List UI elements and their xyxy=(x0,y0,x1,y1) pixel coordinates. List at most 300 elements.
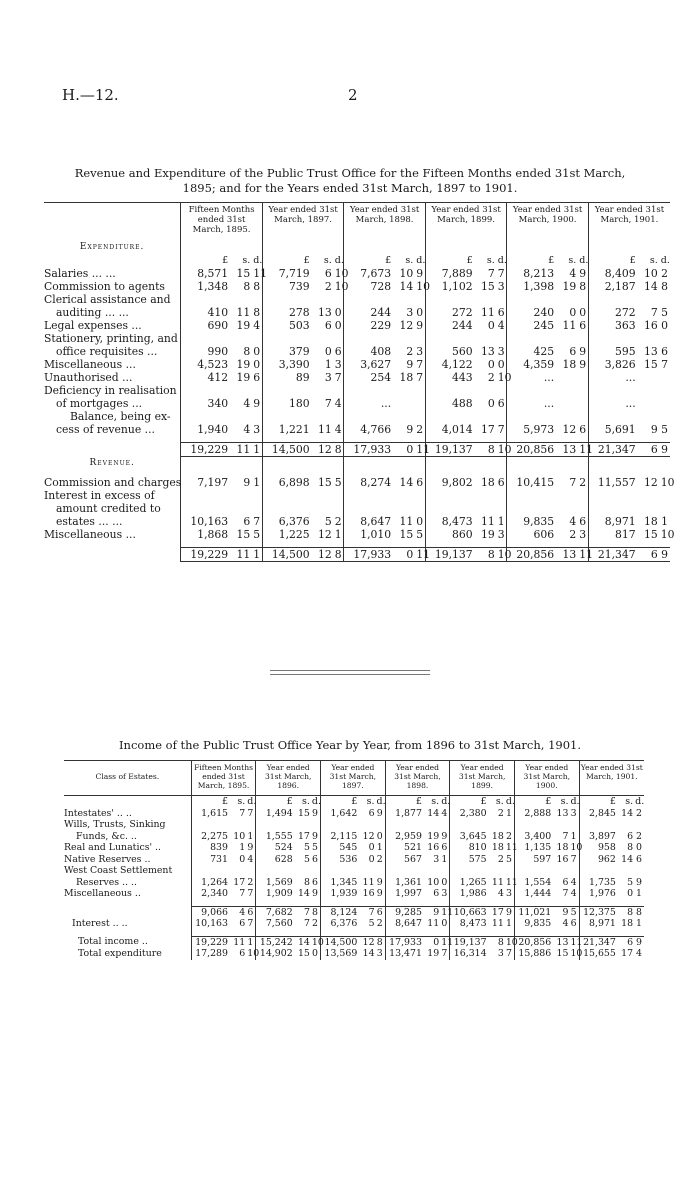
table1-title xyxy=(30,166,670,196)
empty-cell xyxy=(557,241,579,254)
amount-shillings: 12 xyxy=(362,830,375,842)
total-income-row xyxy=(64,936,644,948)
amount-pence: 4 xyxy=(497,319,505,332)
amount-shillings xyxy=(359,865,376,877)
amount-shillings: 0 xyxy=(487,397,495,410)
amount-shillings xyxy=(476,332,498,345)
amount-pounds: 7,197 xyxy=(181,476,231,489)
row-label: Real and Lunatics' .. xyxy=(64,842,162,853)
row-label: Unauthorised ... xyxy=(44,371,133,384)
amount-pence: 6 xyxy=(579,423,587,436)
column-header: Fifteen Months ended 31st March, 1895. xyxy=(181,203,263,242)
amount-shillings: 3 xyxy=(324,371,332,384)
amount-shillings: 5 xyxy=(303,842,310,853)
amount-pence xyxy=(498,502,507,515)
amount-shillings: 7 xyxy=(569,476,577,489)
amount-pounds xyxy=(450,865,489,877)
amount-pounds: 5,973 xyxy=(507,423,557,436)
amount-pounds: 1,225 xyxy=(262,528,312,541)
amount-pounds: 13,471 xyxy=(385,948,424,960)
amount-shillings: 15 xyxy=(556,948,569,959)
amount-pounds: 1,348 xyxy=(181,280,231,293)
table-row xyxy=(44,371,670,384)
amount-pounds: 19,137 xyxy=(450,936,489,948)
amount-pounds xyxy=(588,410,638,423)
section-heading: Revenue. xyxy=(89,457,135,468)
column-header: Year ended 31st March, 1897. xyxy=(262,203,344,242)
amount-shillings xyxy=(557,332,579,345)
amount-pounds: 240 xyxy=(507,306,557,319)
amount-shillings: 10 xyxy=(233,830,246,842)
amount-pence xyxy=(498,410,507,423)
amount-pounds xyxy=(344,489,394,502)
amount-pence xyxy=(506,865,515,877)
amount-pounds: 1,398 xyxy=(507,280,557,293)
amount-pounds xyxy=(344,410,394,423)
revenue-total-row xyxy=(44,548,670,562)
amount-pounds: 244 xyxy=(425,319,475,332)
amount-pence xyxy=(416,502,425,515)
amount-pounds: 410 xyxy=(181,306,231,319)
column-header-label xyxy=(44,203,181,242)
row-label: Funds, &c. .. xyxy=(76,830,137,842)
amount-shillings: 12 xyxy=(644,476,658,489)
amount-pence: 10 xyxy=(334,267,349,280)
amount-pounds xyxy=(588,293,638,306)
amount-shillings: 14 xyxy=(644,280,658,293)
unit-label: £ xyxy=(344,254,394,267)
amount-shillings xyxy=(553,819,570,831)
amount-pence xyxy=(579,384,588,397)
amount-pence: 5 xyxy=(334,476,342,489)
amount-pence: 7 xyxy=(416,371,424,384)
amount-pounds: 990 xyxy=(181,345,231,358)
amount-pence: 9 xyxy=(661,443,668,456)
table-row xyxy=(64,877,644,889)
amount-pence: 1 xyxy=(253,476,261,489)
amount-shillings: 0 xyxy=(324,345,332,358)
amount-shillings xyxy=(476,293,498,306)
amount-pounds: ... xyxy=(507,371,557,384)
amount-pounds: 10,415 xyxy=(507,476,557,489)
amount-shillings: 0 xyxy=(569,306,577,319)
table1-title-line2: 1895; and for the Years ended 31st March, 1897 to 1901. xyxy=(182,181,518,195)
amount-pence: 10 xyxy=(497,443,512,456)
amount-shillings xyxy=(639,410,661,423)
table2-title: Income of the Public Trust Office Year by Year, from 1896 to 31st March, 1901. xyxy=(119,738,581,752)
row-label xyxy=(64,906,191,918)
amount-pence: 8 xyxy=(253,306,261,319)
amount-pounds xyxy=(425,410,475,423)
amount-pounds: 3,645 xyxy=(450,831,489,843)
unit-label: d. xyxy=(570,796,580,807)
section-heading-row xyxy=(44,241,670,254)
empty-cell xyxy=(231,457,253,471)
amount-pence: 7 xyxy=(247,888,254,899)
amount-shillings xyxy=(424,819,441,831)
amount-shillings: 4 xyxy=(497,888,504,899)
amount-shillings: 6 xyxy=(569,345,577,358)
amount-pounds: 2,115 xyxy=(321,831,360,843)
amount-pence: 4 xyxy=(334,397,342,410)
amount-shillings: 10 xyxy=(644,267,658,280)
amount-shillings xyxy=(618,865,635,877)
amount-shillings: 5 xyxy=(368,918,375,929)
table-row xyxy=(44,319,670,332)
empty-cell xyxy=(313,457,335,471)
amount-shillings: 12 xyxy=(562,423,577,436)
amount-pence xyxy=(635,865,644,877)
amount-shillings: 6 xyxy=(433,888,440,899)
row-label: Salaries ... ... xyxy=(44,267,116,280)
row-label: of mortgages ... xyxy=(56,397,143,410)
amount-pence xyxy=(377,865,386,877)
amount-shillings: 14 xyxy=(295,936,312,948)
amount-pounds: 739 xyxy=(262,280,312,293)
amount-pence xyxy=(661,410,670,423)
empty-cell xyxy=(498,457,507,471)
amount-pounds: 89 xyxy=(262,371,312,384)
amount-pence: 6 xyxy=(312,853,319,865)
amount-pence: 0 xyxy=(376,830,383,842)
table-row xyxy=(64,865,644,877)
empty-cell xyxy=(476,241,498,254)
amount-pounds xyxy=(344,502,394,515)
amount-pence xyxy=(579,397,588,410)
unit-label: £ xyxy=(425,254,475,267)
amount-pounds: 728 xyxy=(344,280,394,293)
amount-pence xyxy=(247,819,256,831)
amount-pounds xyxy=(344,384,394,397)
amount-pounds: 9,802 xyxy=(425,476,475,489)
unit-label: s. xyxy=(431,796,440,807)
amount-pounds: 595 xyxy=(588,345,638,358)
amount-shillings xyxy=(639,489,661,502)
amount-shillings xyxy=(424,865,441,877)
amount-pence: 8 xyxy=(579,280,587,293)
amount-shillings: 13 xyxy=(556,807,569,819)
unit-label: d. xyxy=(334,255,344,266)
amount-pence xyxy=(579,502,588,515)
amount-pence: 2 xyxy=(334,515,342,528)
amount-pence xyxy=(416,384,425,397)
amount-shillings: 4 xyxy=(230,906,247,918)
amount-pence xyxy=(416,489,425,502)
amount-shillings: 7 xyxy=(303,918,310,929)
column-header-label: Class of Estates. xyxy=(64,761,191,796)
empty-cell xyxy=(181,241,231,254)
amount-pounds: 6,376 xyxy=(321,918,360,930)
table-row xyxy=(44,489,670,502)
amount-pence: 2 xyxy=(376,853,383,865)
amount-pounds: 19,137 xyxy=(425,548,475,562)
amount-pounds xyxy=(385,819,424,831)
table-row xyxy=(44,476,670,489)
amount-pounds: 1,976 xyxy=(579,888,618,900)
amount-pence: 7 xyxy=(661,358,668,371)
amount-shillings: 6 xyxy=(243,515,251,528)
amount-shillings xyxy=(394,384,416,397)
amount-pounds: 7,560 xyxy=(256,918,295,930)
column-header: Year ended 31st March, 1898. xyxy=(385,761,450,796)
amount-shillings: 3 xyxy=(497,948,504,959)
amount-shillings: 12 xyxy=(359,936,376,948)
empty-cell xyxy=(335,241,344,254)
amount-pence xyxy=(335,332,344,345)
empty-cell xyxy=(661,241,670,254)
amount-shillings: 4 xyxy=(569,515,577,528)
row-label: Legal expenses ... xyxy=(44,319,142,332)
amount-pounds: 1,494 xyxy=(256,808,295,820)
amount-pounds: 567 xyxy=(385,854,424,866)
amount-pence: 6 xyxy=(416,476,424,489)
unit-label: d. xyxy=(497,255,507,266)
amount-pounds xyxy=(579,819,618,831)
amount-shillings: 11 xyxy=(491,876,504,888)
amount-pence: 9 xyxy=(441,830,448,842)
amount-pence: 1 xyxy=(441,853,448,865)
amount-pounds: 7,889 xyxy=(425,267,475,280)
amount-shillings: 7 xyxy=(239,807,246,819)
amount-pounds: 2,380 xyxy=(450,808,489,820)
table-row xyxy=(44,306,670,319)
divider-rule xyxy=(270,674,430,675)
amount-pence: 2 xyxy=(416,423,424,436)
amount-pounds: 810 xyxy=(450,842,489,854)
amount-pence: 2 xyxy=(661,267,668,280)
amount-pounds xyxy=(256,865,295,877)
amount-shillings: 9 xyxy=(424,906,441,918)
amount-shillings xyxy=(557,489,579,502)
amount-pence: 8 xyxy=(377,936,386,948)
amount-pounds: 1,569 xyxy=(256,877,295,889)
amount-shillings: 6 xyxy=(562,876,569,888)
amount-shillings: 2 xyxy=(569,528,577,541)
amount-pence xyxy=(335,489,344,502)
amount-shillings: 8 xyxy=(476,443,498,457)
amount-shillings: 0 xyxy=(627,888,634,899)
amount-pence: 4 xyxy=(253,319,261,332)
amount-pence: 10 xyxy=(334,280,349,293)
amount-pence: 0 xyxy=(253,358,261,371)
amount-shillings: 16 xyxy=(556,853,569,865)
amount-pence: 11 xyxy=(579,548,593,561)
total-expenditure-row xyxy=(64,948,644,960)
amount-shillings: 16 xyxy=(362,888,375,899)
row-label: Native Reserves .. xyxy=(64,853,151,865)
amount-pounds: 839 xyxy=(191,842,230,854)
amount-pence: 9 xyxy=(253,397,261,410)
amount-shillings: 6 xyxy=(627,830,634,842)
row-label: Miscellaneous ... xyxy=(44,528,136,541)
amount-shillings xyxy=(394,293,416,306)
amount-pence xyxy=(661,489,670,502)
table-row xyxy=(44,267,670,280)
amount-pence: 9 xyxy=(312,807,319,819)
amount-pence: 8 xyxy=(253,280,261,293)
unit-label: d. xyxy=(660,255,670,266)
amount-shillings: 3 xyxy=(433,853,440,865)
amount-pounds: 2,275 xyxy=(191,831,230,843)
row-label: Interest in excess of xyxy=(44,489,155,502)
table-row xyxy=(64,918,644,930)
amount-pence xyxy=(661,397,670,410)
amount-pence xyxy=(416,293,425,306)
amount-pence: 10 xyxy=(505,936,518,948)
amount-shillings xyxy=(639,371,661,384)
amount-shillings: 6 xyxy=(324,319,332,332)
amount-pounds: 958 xyxy=(579,842,618,854)
amount-pounds: 2,959 xyxy=(385,831,424,843)
empty-cell xyxy=(425,241,475,254)
amount-pence: 9 xyxy=(579,267,587,280)
amount-pounds: 20,856 xyxy=(507,443,557,457)
amount-pence: 11 xyxy=(416,443,430,456)
amount-pounds: 363 xyxy=(588,319,638,332)
amount-pounds: 21,347 xyxy=(579,936,618,948)
row-label: cess of revenue ... xyxy=(56,423,155,436)
amount-pounds: 10,663 xyxy=(450,906,489,918)
amount-shillings xyxy=(639,293,661,306)
amount-shillings xyxy=(476,489,498,502)
amount-pounds xyxy=(507,384,557,397)
amount-pence: 6 xyxy=(579,515,587,528)
amount-shillings xyxy=(476,502,498,515)
amount-pence xyxy=(498,489,507,502)
unit-label: £ xyxy=(321,796,360,808)
amount-pence: 3 xyxy=(416,345,424,358)
expenditure-total-row xyxy=(44,443,670,457)
amount-shillings: 2 xyxy=(487,371,495,384)
amount-shillings: 11 xyxy=(362,876,375,888)
amount-pence xyxy=(498,293,507,306)
amount-pence xyxy=(635,819,644,831)
amount-pounds: 15,242 xyxy=(256,936,295,948)
empty-cell xyxy=(231,241,253,254)
column-header: Year ended 31st March, 1901. xyxy=(588,203,670,242)
amount-shillings: 14 xyxy=(399,476,414,489)
amount-pounds: 3,826 xyxy=(588,358,638,371)
section-heading: Expenditure. xyxy=(79,242,145,252)
amount-pounds: 12,375 xyxy=(579,906,618,918)
unit-label: d. xyxy=(253,255,263,266)
amount-shillings: 11 xyxy=(427,918,440,929)
amount-pence: 5 xyxy=(505,853,512,865)
amount-pounds: 7,673 xyxy=(344,267,394,280)
amount-pence: 10 xyxy=(660,528,675,541)
amount-pounds: 9,285 xyxy=(385,906,424,918)
amount-pounds: 8,473 xyxy=(450,918,489,930)
amount-shillings xyxy=(394,397,416,410)
column-header: Fifteen Months ended 31st March, 1895. xyxy=(191,761,256,796)
amount-pence xyxy=(416,397,425,410)
amount-shillings xyxy=(230,865,247,877)
amount-shillings xyxy=(639,397,661,410)
empty-cell xyxy=(262,241,312,254)
row-label: Commission and charges xyxy=(44,476,182,489)
amount-pounds: 9,066 xyxy=(191,906,230,918)
unit-label: £ xyxy=(450,796,489,808)
unit-label: d. xyxy=(376,796,386,807)
amount-shillings: 14 xyxy=(427,807,440,819)
amount-pounds: 15,886 xyxy=(514,948,553,960)
unit-label: £ xyxy=(181,254,231,267)
amount-pounds: 1,909 xyxy=(256,888,295,900)
amount-shillings xyxy=(557,293,579,306)
amount-pounds xyxy=(262,410,312,423)
amount-pence: 2 xyxy=(312,918,319,929)
table-row xyxy=(64,819,644,831)
amount-pounds xyxy=(507,502,557,515)
amount-shillings: 6 xyxy=(324,267,332,280)
amount-pence: 9 xyxy=(636,936,642,948)
amount-shillings: 14 xyxy=(621,853,634,865)
amount-shillings xyxy=(230,819,247,831)
column-header: Year ended 31st March, 1899. xyxy=(450,761,515,796)
amount-pence xyxy=(579,371,588,384)
amount-pounds: 10,163 xyxy=(191,918,230,930)
amount-pence: 6 xyxy=(579,319,587,332)
amount-pounds: 1,135 xyxy=(514,842,553,854)
amount-pence xyxy=(661,502,670,515)
amount-shillings xyxy=(295,819,312,831)
empty-cell xyxy=(579,457,588,471)
amount-shillings: 17 xyxy=(621,948,634,959)
amount-pounds: 628 xyxy=(256,854,295,866)
amount-pence: 9 xyxy=(416,319,424,332)
amount-pence: 5 xyxy=(661,423,668,436)
amount-pounds: 8,971 xyxy=(588,515,638,528)
amount-shillings: 19 xyxy=(562,280,577,293)
amount-pence xyxy=(253,489,262,502)
amount-shillings xyxy=(476,410,498,423)
amount-pence xyxy=(253,502,262,515)
empty-cell xyxy=(416,241,425,254)
amount-pence: 0 xyxy=(334,306,342,319)
amount-pence: 8 xyxy=(661,280,668,293)
amount-shillings: 17 xyxy=(233,876,246,888)
amount-pounds: 8,124 xyxy=(321,906,360,918)
amount-pounds: 8,971 xyxy=(579,918,618,930)
amount-pence: 10 xyxy=(497,371,512,384)
amount-pounds: 1,877 xyxy=(385,808,424,820)
amount-pence: 4 xyxy=(570,876,577,888)
empty-cell xyxy=(507,241,557,254)
amount-pence: 3 xyxy=(376,948,383,959)
amount-pence: 9 xyxy=(247,842,254,853)
unit-label: £ xyxy=(385,796,424,808)
amount-pence: 6 xyxy=(377,906,386,918)
amount-pounds xyxy=(344,332,394,345)
amount-shillings: 16 xyxy=(644,319,658,332)
section-heading-row xyxy=(44,457,670,471)
amount-pence xyxy=(570,865,579,877)
unit-label: s. xyxy=(625,796,634,807)
amount-pence: 9 xyxy=(416,267,424,280)
amount-shillings: 8 xyxy=(627,842,634,853)
unit-label: d. xyxy=(441,796,451,807)
amount-pence: 6 xyxy=(661,345,668,358)
amount-pence: 9 xyxy=(506,906,515,918)
amount-pounds xyxy=(181,502,231,515)
row-label xyxy=(44,254,181,267)
amount-shillings xyxy=(489,819,506,831)
amount-pence: 10 xyxy=(660,476,675,489)
amount-shillings: 2 xyxy=(406,345,414,358)
amount-shillings: 9 xyxy=(243,476,251,489)
amount-pounds: 245 xyxy=(507,319,557,332)
amount-pounds xyxy=(256,819,295,831)
